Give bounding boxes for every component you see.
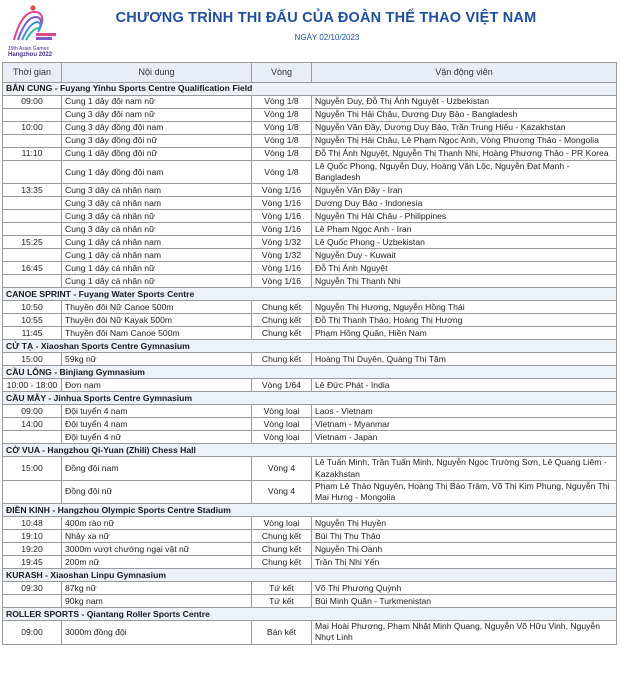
- row-event: Cung 1 dây đồng đội nam: [62, 161, 252, 184]
- venue-row: [3, 366, 617, 379]
- table-row: [3, 327, 617, 340]
- row-athletes: Võ Thị Phương Quỳnh: [312, 582, 617, 595]
- row-athletes: Bùi Minh Quân - Turkmenistan: [312, 595, 617, 608]
- row-event: 200m nữ: [62, 556, 252, 569]
- row-time: [3, 595, 62, 608]
- row-time: 16:45: [3, 262, 62, 275]
- row-athletes: Nguyễn Thị Hải Châu, Dương Duy Bảo - Bangladesh: [312, 109, 617, 122]
- row-round: Vòng 4: [252, 457, 312, 480]
- row-event: 3000m đồng đội: [62, 621, 252, 644]
- table-row: [3, 556, 617, 569]
- venue-row: [3, 288, 617, 301]
- row-time: [3, 249, 62, 262]
- row-time: 10:55: [3, 314, 62, 327]
- schedule-date: NGÀY 02/10/2023: [294, 33, 360, 42]
- row-event: Cung 1 dây cá nhân nữ: [62, 262, 252, 275]
- row-event: Đội tuyển 4 nam: [62, 405, 252, 418]
- row-round: Vòng loại: [252, 431, 312, 444]
- row-round: Chung kết: [252, 327, 312, 340]
- row-athletes: Trần Thị Nhi Yến: [312, 556, 617, 569]
- row-event: Đội tuyển 4 nam: [62, 418, 252, 431]
- table-row: [3, 353, 617, 366]
- row-round: Vòng 1/8: [252, 148, 312, 161]
- table-row: [3, 262, 617, 275]
- row-athletes: Lê Quốc Phong, Nguyễn Duy, Hoàng Văn Lộc, Nguyễn Đạt Mạnh - Bangladesh: [312, 161, 617, 184]
- row-time: [3, 135, 62, 148]
- row-event: Thuyền đôi Nữ Canoe 500m: [62, 301, 252, 314]
- table-row: [3, 314, 617, 327]
- table-row: [3, 621, 617, 644]
- table-row: [3, 184, 617, 197]
- row-athletes: Nguyễn Văn Đầy - Iran: [312, 184, 617, 197]
- row-event: Nhảy xa nữ: [62, 530, 252, 543]
- row-athletes: Nguyễn Thị Oanh: [312, 543, 617, 556]
- row-athletes: Lê Đức Phát - India: [312, 379, 617, 392]
- table-row: [3, 480, 617, 503]
- row-round: Chung kết: [252, 353, 312, 366]
- row-round: Chung kết: [252, 530, 312, 543]
- table-row: [3, 379, 617, 392]
- table-row: [3, 431, 617, 444]
- table-row: [3, 135, 617, 148]
- row-event: Cung 3 dây cá nhân nữ: [62, 210, 252, 223]
- row-event: Cung 3 dây cá nhân nữ: [62, 223, 252, 236]
- row-athletes: Vietnam - Myanmar: [312, 418, 617, 431]
- row-time: 09:00: [3, 405, 62, 418]
- venue-name: CẦU MÂY - Jinhua Sports Centre Gymnasium: [3, 392, 617, 405]
- venue-row: [3, 504, 617, 517]
- row-athletes: Phạm Lê Thảo Nguyên, Hoàng Thị Bảo Trâm, Võ Thị Kim Phụng, Nguyễn Thị Mai Hưng - Mongolia: [312, 480, 617, 503]
- column-header-time: Thời gian: [3, 63, 62, 83]
- venue-row: [3, 83, 617, 96]
- row-round: Bán kết: [252, 621, 312, 644]
- row-time: 09:00: [3, 621, 62, 644]
- row-event: Cung 3 dây đồng đội nữ: [62, 135, 252, 148]
- row-athletes: Laos - Vietnam: [312, 405, 617, 418]
- row-event: Cung 3 dây cá nhân nam: [62, 184, 252, 197]
- row-round: Chung kết: [252, 543, 312, 556]
- row-athletes: Nguyễn Thị Huyền: [312, 517, 617, 530]
- row-time: [3, 161, 62, 184]
- table-header-row: [3, 63, 617, 83]
- venue-name: KURASH - Xiaoshan Linpu Gymnasium: [3, 569, 617, 582]
- row-athletes: Nguyễn Duy, Đỗ Thị Ánh Nguyệt - Uzbekistan: [312, 96, 617, 109]
- table-row: [3, 148, 617, 161]
- row-time: 10:48: [3, 517, 62, 530]
- table-row: [3, 122, 617, 135]
- row-time: [3, 480, 62, 503]
- venue-row: [3, 340, 617, 353]
- table-row: [3, 223, 617, 236]
- row-athletes: Lê Quốc Phong - Uzbekistan: [312, 236, 617, 249]
- schedule-body: [3, 83, 617, 645]
- row-round: Vòng 1/16: [252, 275, 312, 288]
- venue-row: [3, 569, 617, 582]
- table-row: [3, 582, 617, 595]
- row-event: Cung 3 dây cá nhân nam: [62, 197, 252, 210]
- row-time: 19:10: [3, 530, 62, 543]
- table-row: [3, 543, 617, 556]
- row-round: Vòng 1/8: [252, 135, 312, 148]
- logo-caption-city: Hangzhou 2022: [8, 52, 53, 58]
- row-time: 19:20: [3, 543, 62, 556]
- table-row: [3, 418, 617, 431]
- row-round: Vòng loại: [252, 517, 312, 530]
- row-round: Chung kết: [252, 556, 312, 569]
- row-round: Vòng 1/16: [252, 184, 312, 197]
- table-row: [3, 109, 617, 122]
- row-round: Vòng 1/32: [252, 249, 312, 262]
- row-round: Vòng 1/16: [252, 223, 312, 236]
- row-round: Tứ kết: [252, 582, 312, 595]
- row-event: Cung 1 dây đồng đội nữ: [62, 148, 252, 161]
- venue-name: ĐIỀN KINH - Hangzhou Olympic Sports Centre Stadium: [3, 504, 617, 517]
- row-athletes: Dương Duy Bảo - Indonesia: [312, 197, 617, 210]
- page-title: CHƯƠNG TRÌNH THI ĐẤU CỦA ĐOÀN THỂ THAO VIỆT NAM: [115, 10, 537, 26]
- row-event: Thuyền đôi Nữ Kayak 500m: [62, 314, 252, 327]
- row-round: Chung kết: [252, 314, 312, 327]
- row-athletes: Nguyễn Thị Hải Châu - Philippines: [312, 210, 617, 223]
- row-time: [3, 109, 62, 122]
- row-round: Vòng 1/8: [252, 122, 312, 135]
- row-event: 400m rào nữ: [62, 517, 252, 530]
- row-event: 59kg nữ: [62, 353, 252, 366]
- row-athletes: Bùi Thị Thu Thảo: [312, 530, 617, 543]
- row-round: Vòng 4: [252, 480, 312, 503]
- row-event: Cung 1 dây đôi nam nữ: [62, 96, 252, 109]
- row-event: Thuyền đôi Nam Canoe 500m: [62, 327, 252, 340]
- row-round: Vòng 1/64: [252, 379, 312, 392]
- row-event: Đồng đội nam: [62, 457, 252, 480]
- row-round: Tứ kết: [252, 595, 312, 608]
- row-time: 11:45: [3, 327, 62, 340]
- row-event: Cung 3 dây đồng đội nam: [62, 122, 252, 135]
- row-time: 14:00: [3, 418, 62, 431]
- venue-name: CỜ VUA - Hangzhou Qi-Yuan (Zhili) Chess Hall: [3, 444, 617, 457]
- row-athletes: Lê Tuấn Minh, Trần Tuấn Minh, Nguyễn Ngọc Trường Sơn, Lê Quang Liêm - Kazakhstan: [312, 457, 617, 480]
- row-time: [3, 431, 62, 444]
- column-header-athletes: Vận động viên: [312, 63, 617, 83]
- row-round: Vòng 1/8: [252, 161, 312, 184]
- schedule-table: [2, 62, 617, 645]
- row-event: 3000m vượt chướng ngại vật nữ: [62, 543, 252, 556]
- row-round: Vòng 1/16: [252, 197, 312, 210]
- row-athletes: Vietnam - Japan: [312, 431, 617, 444]
- row-athletes: Lê Phạm Ngọc Anh - Iran: [312, 223, 617, 236]
- table-row: [3, 197, 617, 210]
- venue-name: CỬ TẠ - Xiaoshan Sports Centre Gymnasium: [3, 340, 617, 353]
- row-athletes: Đỗ Thị Thanh Thảo, Hoàng Thị Hương: [312, 314, 617, 327]
- row-time: 15:00: [3, 457, 62, 480]
- row-time: [3, 197, 62, 210]
- row-athletes: Đỗ Thị Ánh Nguyệt: [312, 262, 617, 275]
- venue-name: BẮN CUNG - Fuyang Yinhu Sports Centre Qualification Field: [3, 83, 617, 96]
- table-row: [3, 405, 617, 418]
- venue-name: CANOE SPRINT - Fuyang Water Sports Centre: [3, 288, 617, 301]
- venue-row: [3, 444, 617, 457]
- row-time: [3, 223, 62, 236]
- venue-row: [3, 392, 617, 405]
- row-round: Chung kết: [252, 301, 312, 314]
- header: [0, 0, 620, 62]
- row-round: Vòng loại: [252, 405, 312, 418]
- table-row: [3, 457, 617, 480]
- table-row: [3, 595, 617, 608]
- row-event: Cung 1 dây cá nhân nam: [62, 236, 252, 249]
- row-event: Đội tuyển 4 nữ: [62, 431, 252, 444]
- row-event: 87kg nữ: [62, 582, 252, 595]
- row-time: 19:45: [3, 556, 62, 569]
- row-round: Vòng loại: [252, 418, 312, 431]
- row-round: Vòng 1/16: [252, 262, 312, 275]
- row-event: Cung 3 dây đôi nam nữ: [62, 109, 252, 122]
- row-event: Đơn nam: [62, 379, 252, 392]
- venue-row: [3, 608, 617, 621]
- venue-name: CẦU LÔNG - Binjiang Gymnasium: [3, 366, 617, 379]
- venue-name: ROLLER SPORTS - Qiantang Roller Sports Centre: [3, 608, 617, 621]
- row-time: 10:00 - 18:00: [3, 379, 62, 392]
- row-time: 15:25: [3, 236, 62, 249]
- table-row: [3, 275, 617, 288]
- row-time: 09:00: [3, 96, 62, 109]
- table-row: [3, 517, 617, 530]
- table-row: [3, 249, 617, 262]
- column-header-event: Nội dung: [62, 63, 252, 83]
- row-athletes: Hoàng Thị Duyên, Quàng Thị Tâm: [312, 353, 617, 366]
- row-athletes: Nguyễn Thị Thanh Nhi: [312, 275, 617, 288]
- row-time: [3, 275, 62, 288]
- table-row: [3, 210, 617, 223]
- row-event: 90kg nam: [62, 595, 252, 608]
- row-time: 13:35: [3, 184, 62, 197]
- row-round: Vòng 1/8: [252, 96, 312, 109]
- row-athletes: Đỗ Thị Ánh Nguyệt, Nguyễn Thị Thanh Nhi, Hoàng Phương Thảo - PR Korea: [312, 148, 617, 161]
- row-time: 10:00: [3, 122, 62, 135]
- table-row: [3, 96, 617, 109]
- row-athletes: Nguyễn Thị Hải Châu, Lê Phạm Ngọc Anh, Vòng Phương Thảo - Mongolia: [312, 135, 617, 148]
- row-athletes: Phạm Hồng Quân, Hiền Nam: [312, 327, 617, 340]
- row-event: Cung 1 dây cá nhân nữ: [62, 275, 252, 288]
- row-athletes: Nguyễn Văn Đầy, Dương Duy Bảo, Trần Trung Hiếu - Kazakhstan: [312, 122, 617, 135]
- row-athletes: Mai Hoài Phương, Phạm Nhật Minh Quang, Nguyễn Võ Hữu Vinh, Nguyễn Nhựt Linh: [312, 621, 617, 644]
- row-time: 15:00: [3, 353, 62, 366]
- row-time: 10:50: [3, 301, 62, 314]
- row-event: Cung 1 dây cá nhân nam: [62, 249, 252, 262]
- table-row: [3, 301, 617, 314]
- table-row: [3, 161, 617, 184]
- row-athletes: Nguyễn Thị Hương, Nguyễn Hồng Thái: [312, 301, 617, 314]
- row-athletes: Nguyễn Duy - Kuwait: [312, 249, 617, 262]
- logo-caption: 19th Asian Games: [8, 46, 49, 52]
- column-header-round: Vòng: [252, 63, 312, 83]
- row-time: [3, 210, 62, 223]
- row-time: 11:10: [3, 148, 62, 161]
- row-round: Vòng 1/16: [252, 210, 312, 223]
- row-round: Vòng 1/32: [252, 236, 312, 249]
- row-event: Đồng đội nữ: [62, 480, 252, 503]
- row-round: Vòng 1/8: [252, 109, 312, 122]
- table-row: [3, 236, 617, 249]
- table-row: [3, 530, 617, 543]
- row-time: 09:30: [3, 582, 62, 595]
